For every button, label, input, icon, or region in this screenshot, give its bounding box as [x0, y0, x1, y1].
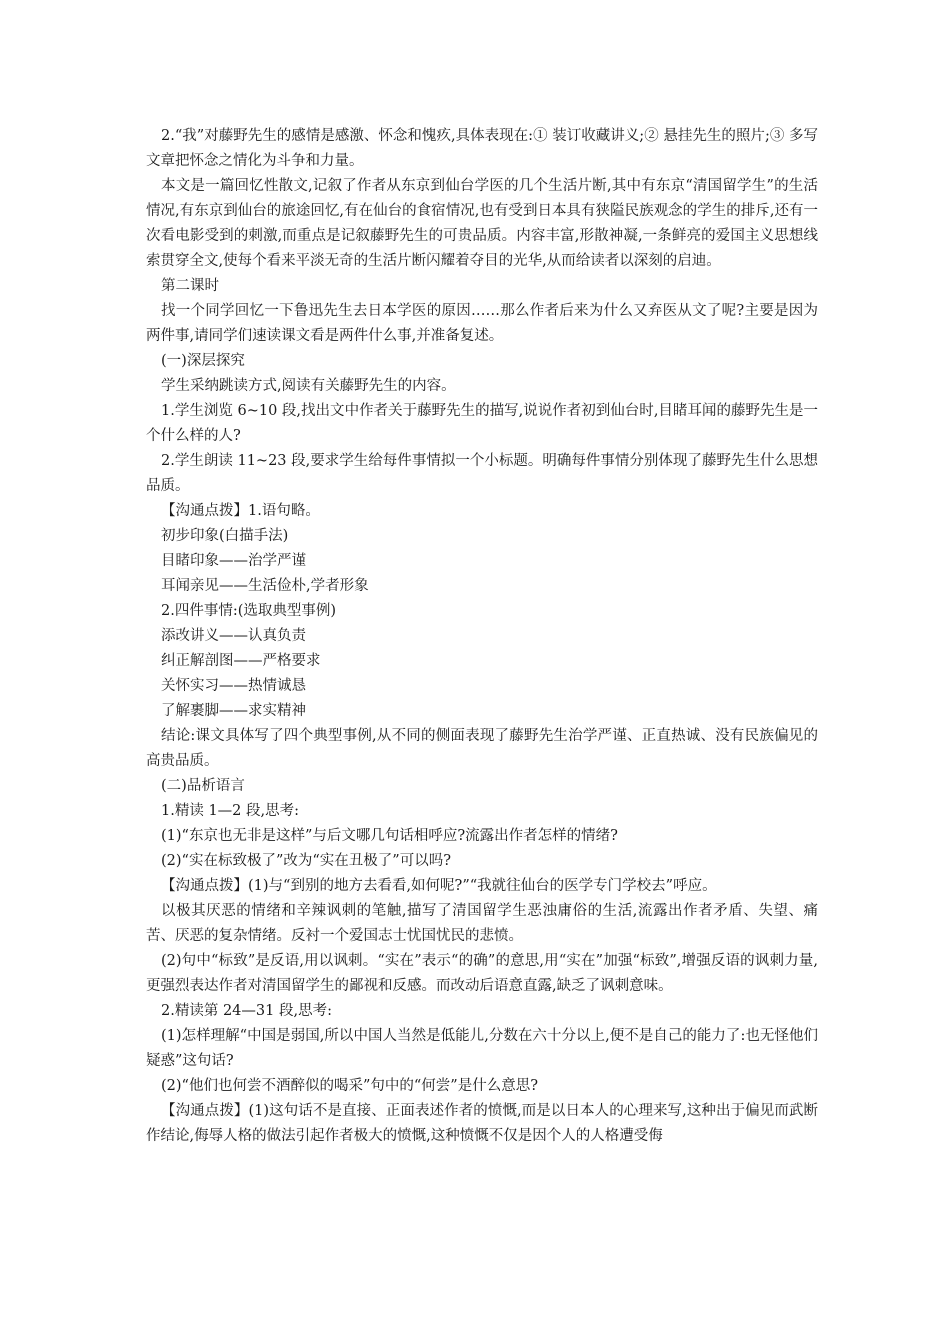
question-2-1: (1)怎样理解“中国是弱国,所以中国人当然是低能儿,分数在六十分以上,便不是自己的能力了:也无怪他们疑惑”这句话?: [146, 1028, 818, 1069]
section-heading-second-lesson: 第二课时: [161, 278, 219, 294]
paragraph-guidance-3: 【沟通点拨】(1)这句话不是直接、正面表述作者的愤慨,而是以日本人的心理来写,这种出于偏见而武断作结论,侮辱人格的做法引起作者极大的愤慨,这种愤慨不仅是因个人的人格遭受侮: [146, 1103, 818, 1144]
paragraph-guidance-1: 【沟通点拨】1.语句略。: [161, 503, 320, 519]
list-item-first-impression: 初步印象(白描手法): [161, 528, 289, 544]
list-item-four-events: 2.四件事情:(选取典型事例): [161, 603, 337, 619]
document-body: [146, 124, 818, 1149]
paragraph-task-1: 1.学生浏览 6~10 段,找出文中作者关于藤野先生的描写,说说作者初到仙台时,目睹耳闻的藤野先生是一个什么样的人?: [146, 403, 818, 444]
list-item-foot-binding: 了解裹脚——求实精神: [161, 703, 306, 719]
list-item-correct-diagram: 纠正解剖图——严格要求: [161, 653, 321, 669]
paragraph-guidance-2: 【沟通点拨】(1)与“到别的地方去看看,如何呢?”“我就往仙台的医学专门学校去”呼应。: [161, 878, 717, 894]
question-1-1: (1)“东京也无非是这样”与后文哪几句话相呼应?流露出作者怎样的情绪?: [161, 828, 618, 844]
list-item-witnessed-impression: 目睹印象——治学严谨: [161, 553, 306, 569]
paragraph-task-2: 2.学生朗读 11~23 段,要求学生给每件事情拟一个小标题。明确每件事情分别体现了藤野先生什么思想品质。: [146, 453, 818, 494]
section-heading-deep-inquiry: (一)深层探究: [161, 353, 245, 369]
list-item-care-practice: 关怀实习——热情诚恳: [161, 678, 306, 694]
list-item-revise-notes: 添改讲义——认真负责: [161, 628, 306, 644]
section-heading-language-analysis: (二)品析语言: [161, 778, 245, 794]
question-2-2: (2)“他们也何尝不酒醉似的喝采”句中的“何尝”是什么意思?: [161, 1078, 538, 1094]
question-1-2: (2)“实在标致极了”改为“实在丑极了”可以吗?: [161, 853, 451, 869]
paragraph-conclusion: 结论:课文具体写了四个典型事例,从不同的侧面表现了藤野先生治学严谨、正直热诚、没有民族偏见的高贵品质。: [146, 728, 818, 769]
paragraph-essay-overview: 本文是一篇回忆性散文,记叙了作者从东京到仙台学医的几个生活片断,其中有东京“清国留学生”的生活情况,有东京到仙台的旅途回忆,有在仙台的食宿情况,也有受到日本具有狭隘民族观念的学生的排斥,还有一次看电影受到的刺激,而重点是记叙藤野先生的可贵品质。内容丰富,形散神凝,一条鲜亮的爱国主义思想线索贯穿全文,使每个看来平淡无奇的生活片断闪耀着夺目的光华,从而给读者以深刻的启迪。: [146, 178, 818, 269]
paragraph-feelings-summary: 2.“我”对藤野先生的感情是感激、怀念和愧疚,具体表现在:① 装订收藏讲义;② 悬挂先生的照片;③ 多写文章把怀念之情化为斗争和力量。: [146, 128, 818, 169]
paragraph-skim-reading: 学生采纳跳读方式,阅读有关藤野先生的内容。: [161, 378, 456, 394]
paragraph-close-reading-2: 2.精读第 24—31 段,思考:: [161, 1003, 332, 1019]
paragraph-close-reading-1: 1.精读 1—2 段,思考:: [161, 803, 299, 819]
list-item-heard-seen: 耳闻亲见——生活俭朴,学者形象: [161, 578, 369, 594]
paragraph-guidance-2-cont: 以极其厌恶的情绪和辛辣讽刺的笔触,描写了清国留学生恶浊庸俗的生活,流露出作者矛盾、失望、痛苦、厌恶的复杂情绪。反衬一个爱国志士忧国忧民的悲愤。: [146, 903, 818, 944]
paragraph-guidance-2-part2: (2)句中“标致”是反语,用以讽刺。“实在”表示“的确”的意思,用“实在”加强“标致”,增强反语的讽刺力量,更强烈表达作者对清国留学生的鄙视和反感。而改动后语意直露,缺乏了讽刺意味。: [146, 953, 818, 994]
paragraph-intro-question: 找一个同学回忆一下鲁迅先生去日本学医的原因……那么作者后来为什么又弃医从文了呢?主要是因为两件事,请同学们速读课文看是两件什么事,并准备复述。: [146, 303, 818, 344]
